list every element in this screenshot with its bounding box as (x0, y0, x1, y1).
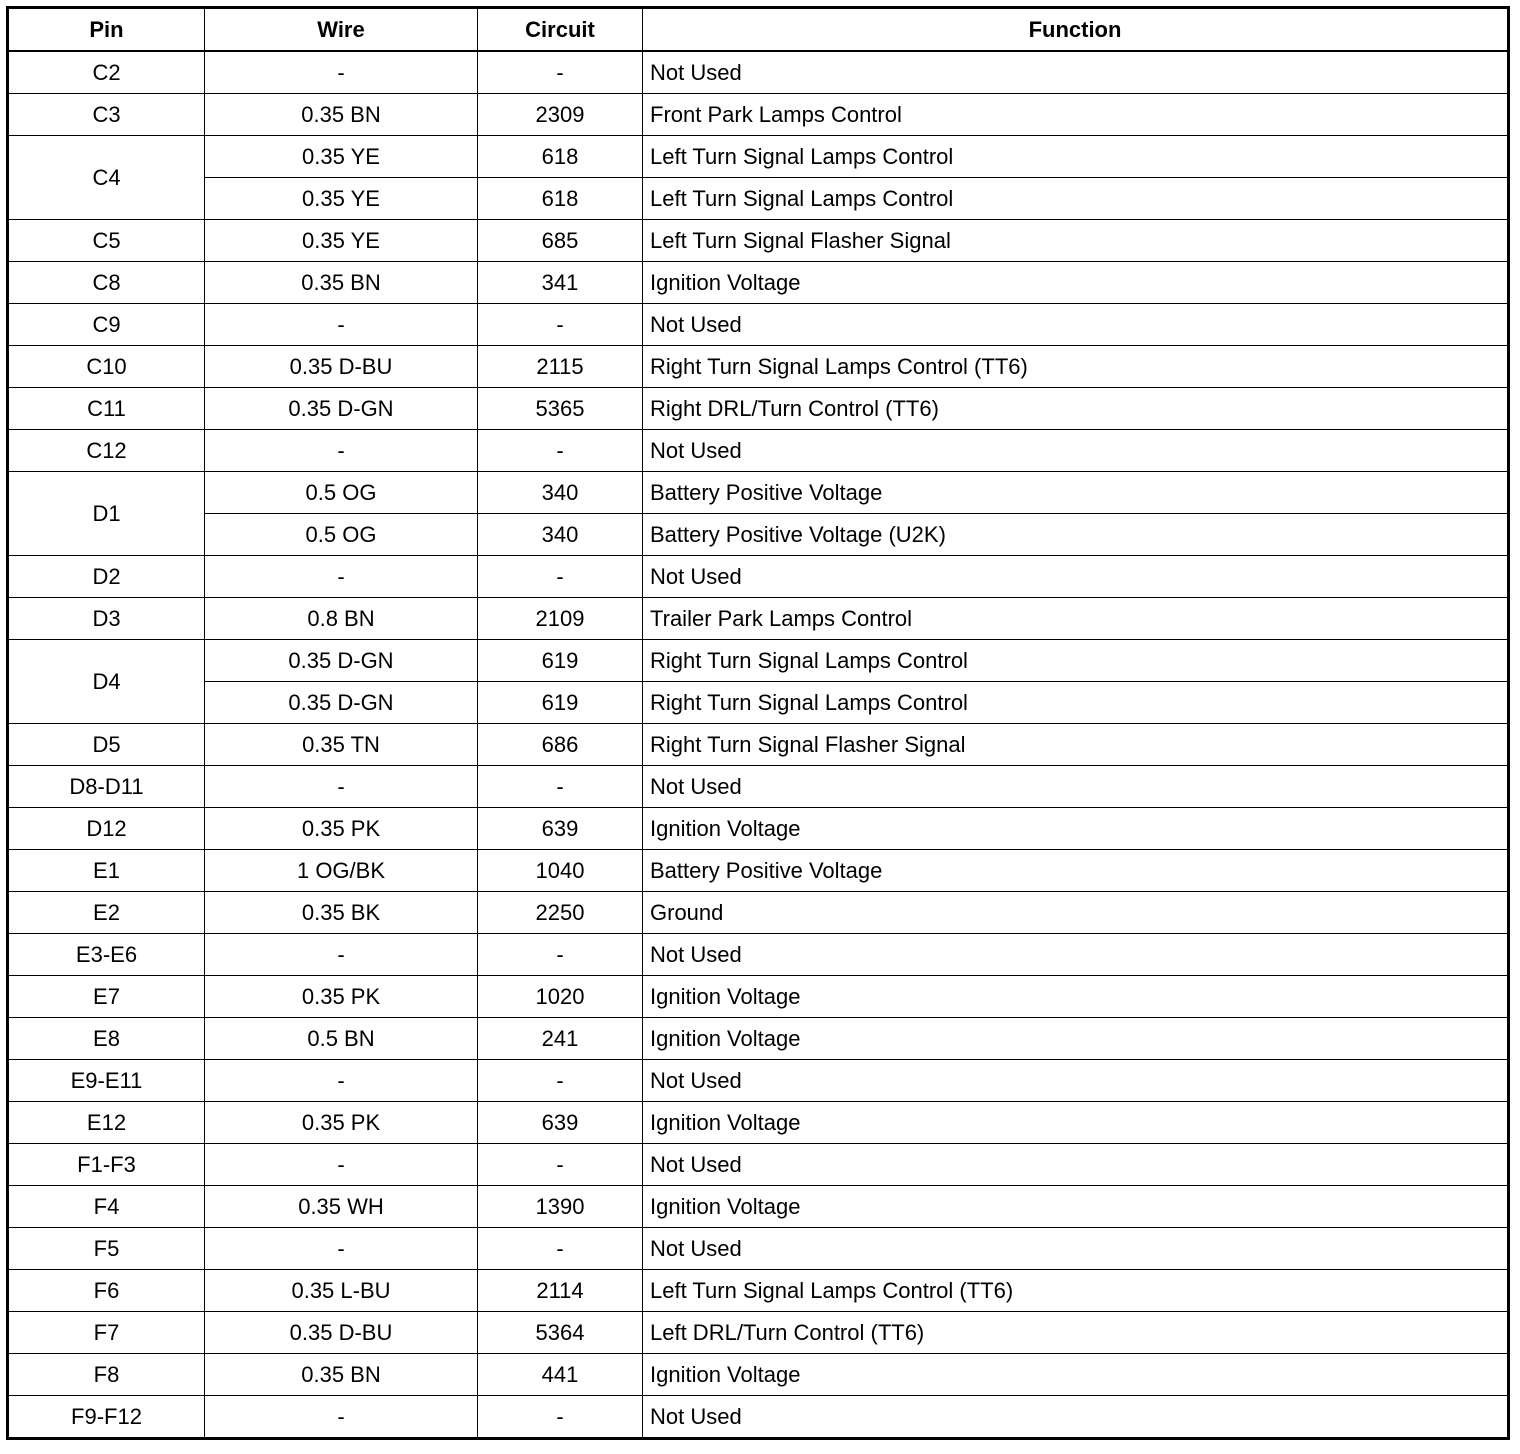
function-cell: Right DRL/Turn Control (TT6) (643, 388, 1509, 430)
function-cell: Ignition Voltage (643, 1102, 1509, 1144)
circuit-cell: - (478, 1228, 643, 1270)
function-cell: Left DRL/Turn Control (TT6) (643, 1312, 1509, 1354)
function-cell: Not Used (643, 430, 1509, 472)
pin-cell: F9-F12 (8, 1396, 205, 1439)
circuit-cell: 441 (478, 1354, 643, 1396)
pin-cell: F5 (8, 1228, 205, 1270)
circuit-cell: - (478, 934, 643, 976)
function-cell: Ignition Voltage (643, 1354, 1509, 1396)
circuit-cell: 618 (478, 178, 643, 220)
function-cell: Battery Positive Voltage (643, 472, 1509, 514)
wire-cell: 0.5 OG (205, 514, 478, 556)
table-row (8, 640, 1509, 682)
function-cell: Left Turn Signal Lamps Control (643, 178, 1509, 220)
table-row (8, 94, 1509, 136)
wire-cell: 0.5 BN (205, 1018, 478, 1060)
wire-cell: - (205, 51, 478, 94)
wire-cell: - (205, 304, 478, 346)
function-cell: Ignition Voltage (643, 262, 1509, 304)
header-wire: Wire (205, 8, 478, 52)
circuit-cell: - (478, 1396, 643, 1439)
function-cell: Front Park Lamps Control (643, 94, 1509, 136)
circuit-cell: - (478, 766, 643, 808)
table-row (8, 136, 1509, 178)
function-cell: Ignition Voltage (643, 1018, 1509, 1060)
function-cell: Trailer Park Lamps Control (643, 598, 1509, 640)
table-row (8, 556, 1509, 598)
circuit-cell: 686 (478, 724, 643, 766)
wire-cell: 0.35 BN (205, 94, 478, 136)
circuit-cell: 2115 (478, 346, 643, 388)
pin-cell: C3 (8, 94, 205, 136)
circuit-cell: - (478, 1060, 643, 1102)
wire-cell: 0.35 D-GN (205, 640, 478, 682)
function-cell: Right Turn Signal Flasher Signal (643, 724, 1509, 766)
table-row (8, 1312, 1509, 1354)
wire-cell: - (205, 556, 478, 598)
wire-cell: - (205, 1144, 478, 1186)
pin-cell: F8 (8, 1354, 205, 1396)
wire-cell: - (205, 1228, 478, 1270)
pin-cell: F4 (8, 1186, 205, 1228)
pin-cell: C4 (8, 136, 205, 220)
pin-cell: D12 (8, 808, 205, 850)
circuit-cell: - (478, 1144, 643, 1186)
table-row (8, 598, 1509, 640)
table-row (8, 262, 1509, 304)
circuit-cell: - (478, 556, 643, 598)
table-row (8, 472, 1509, 514)
circuit-cell: 1390 (478, 1186, 643, 1228)
pin-cell: C9 (8, 304, 205, 346)
table-row (8, 934, 1509, 976)
wire-cell: 0.35 YE (205, 178, 478, 220)
table-row (8, 1354, 1509, 1396)
wire-cell: 0.35 D-BU (205, 346, 478, 388)
circuit-cell: 2109 (478, 598, 643, 640)
circuit-cell: 2114 (478, 1270, 643, 1312)
table-body (8, 51, 1509, 1439)
function-cell: Battery Positive Voltage (U2K) (643, 514, 1509, 556)
function-cell: Left Turn Signal Flasher Signal (643, 220, 1509, 262)
circuit-cell: 685 (478, 220, 643, 262)
wire-cell: 0.35 D-GN (205, 388, 478, 430)
wire-cell: 0.35 BN (205, 262, 478, 304)
table-row (8, 1396, 1509, 1439)
circuit-cell: 5365 (478, 388, 643, 430)
pin-cell: E9-E11 (8, 1060, 205, 1102)
wire-cell: - (205, 766, 478, 808)
function-cell: Not Used (643, 1396, 1509, 1439)
header-row (8, 8, 1509, 52)
pin-cell: C5 (8, 220, 205, 262)
wire-cell: 1 OG/BK (205, 850, 478, 892)
function-cell: Not Used (643, 304, 1509, 346)
table-row (8, 976, 1509, 1018)
pin-cell: C11 (8, 388, 205, 430)
table-row (8, 850, 1509, 892)
circuit-cell: - (478, 51, 643, 94)
table-row (8, 1186, 1509, 1228)
wire-cell: 0.8 BN (205, 598, 478, 640)
pin-cell: D5 (8, 724, 205, 766)
circuit-cell: - (478, 304, 643, 346)
pin-cell: F7 (8, 1312, 205, 1354)
pin-cell: C8 (8, 262, 205, 304)
circuit-cell: 618 (478, 136, 643, 178)
wire-cell: 0.5 OG (205, 472, 478, 514)
wire-cell: 0.35 TN (205, 724, 478, 766)
circuit-cell: 639 (478, 808, 643, 850)
table-row (8, 304, 1509, 346)
table-row (8, 1144, 1509, 1186)
circuit-cell: 2309 (478, 94, 643, 136)
table-row (8, 1102, 1509, 1144)
connector-pinout-table (6, 6, 1510, 1440)
function-cell: Not Used (643, 51, 1509, 94)
pin-cell: D3 (8, 598, 205, 640)
wire-cell: 0.35 D-GN (205, 682, 478, 724)
pin-cell: E2 (8, 892, 205, 934)
pin-cell: E12 (8, 1102, 205, 1144)
wire-cell: - (205, 1396, 478, 1439)
pin-cell: E8 (8, 1018, 205, 1060)
function-cell: Ground (643, 892, 1509, 934)
function-cell: Right Turn Signal Lamps Control (643, 640, 1509, 682)
wire-cell: 0.35 BN (205, 1354, 478, 1396)
circuit-cell: 619 (478, 682, 643, 724)
header-circuit: Circuit (478, 8, 643, 52)
pin-cell: C2 (8, 51, 205, 94)
circuit-cell: 1040 (478, 850, 643, 892)
function-cell: Not Used (643, 1060, 1509, 1102)
pin-cell: E7 (8, 976, 205, 1018)
circuit-cell: 1020 (478, 976, 643, 1018)
wire-cell: 0.35 WH (205, 1186, 478, 1228)
table-row (8, 682, 1509, 724)
pin-cell: F6 (8, 1270, 205, 1312)
table-row (8, 346, 1509, 388)
table-row (8, 1228, 1509, 1270)
header-pin: Pin (8, 8, 205, 52)
circuit-cell: 241 (478, 1018, 643, 1060)
wire-cell: - (205, 430, 478, 472)
circuit-cell: 341 (478, 262, 643, 304)
wire-cell: 0.35 YE (205, 136, 478, 178)
pin-cell: D8-D11 (8, 766, 205, 808)
wire-cell: 0.35 BK (205, 892, 478, 934)
table-row (8, 766, 1509, 808)
circuit-cell: 639 (478, 1102, 643, 1144)
function-cell: Battery Positive Voltage (643, 850, 1509, 892)
wire-cell: - (205, 934, 478, 976)
wire-cell: 0.35 PK (205, 1102, 478, 1144)
table-row (8, 724, 1509, 766)
wire-cell: 0.35 PK (205, 808, 478, 850)
wire-cell: - (205, 1060, 478, 1102)
function-cell: Ignition Voltage (643, 1186, 1509, 1228)
wire-cell: 0.35 L-BU (205, 1270, 478, 1312)
function-cell: Left Turn Signal Lamps Control (TT6) (643, 1270, 1509, 1312)
pin-cell: D4 (8, 640, 205, 724)
header-function: Function (643, 8, 1509, 52)
function-cell: Not Used (643, 934, 1509, 976)
function-cell: Not Used (643, 556, 1509, 598)
table-row (8, 1018, 1509, 1060)
function-cell: Right Turn Signal Lamps Control (TT6) (643, 346, 1509, 388)
function-cell: Left Turn Signal Lamps Control (643, 136, 1509, 178)
pin-cell: D1 (8, 472, 205, 556)
circuit-cell: 5364 (478, 1312, 643, 1354)
table-row (8, 220, 1509, 262)
wire-cell: 0.35 PK (205, 976, 478, 1018)
pin-cell: D2 (8, 556, 205, 598)
pin-cell: C10 (8, 346, 205, 388)
wire-cell: 0.35 D-BU (205, 1312, 478, 1354)
pin-cell: C12 (8, 430, 205, 472)
circuit-cell: 619 (478, 640, 643, 682)
table-row (8, 1270, 1509, 1312)
circuit-cell: 340 (478, 472, 643, 514)
wire-cell: 0.35 YE (205, 220, 478, 262)
table-row (8, 430, 1509, 472)
circuit-cell: 2250 (478, 892, 643, 934)
function-cell: Ignition Voltage (643, 976, 1509, 1018)
function-cell: Not Used (643, 766, 1509, 808)
pin-cell: F1-F3 (8, 1144, 205, 1186)
table-row (8, 808, 1509, 850)
circuit-cell: - (478, 430, 643, 472)
table-row (8, 178, 1509, 220)
table-row (8, 892, 1509, 934)
table-row (8, 1060, 1509, 1102)
function-cell: Ignition Voltage (643, 808, 1509, 850)
table-row (8, 51, 1509, 94)
function-cell: Right Turn Signal Lamps Control (643, 682, 1509, 724)
table-row (8, 388, 1509, 430)
table-row (8, 514, 1509, 556)
function-cell: Not Used (643, 1228, 1509, 1270)
pin-cell: E1 (8, 850, 205, 892)
pin-cell: E3-E6 (8, 934, 205, 976)
circuit-cell: 340 (478, 514, 643, 556)
function-cell: Not Used (643, 1144, 1509, 1186)
